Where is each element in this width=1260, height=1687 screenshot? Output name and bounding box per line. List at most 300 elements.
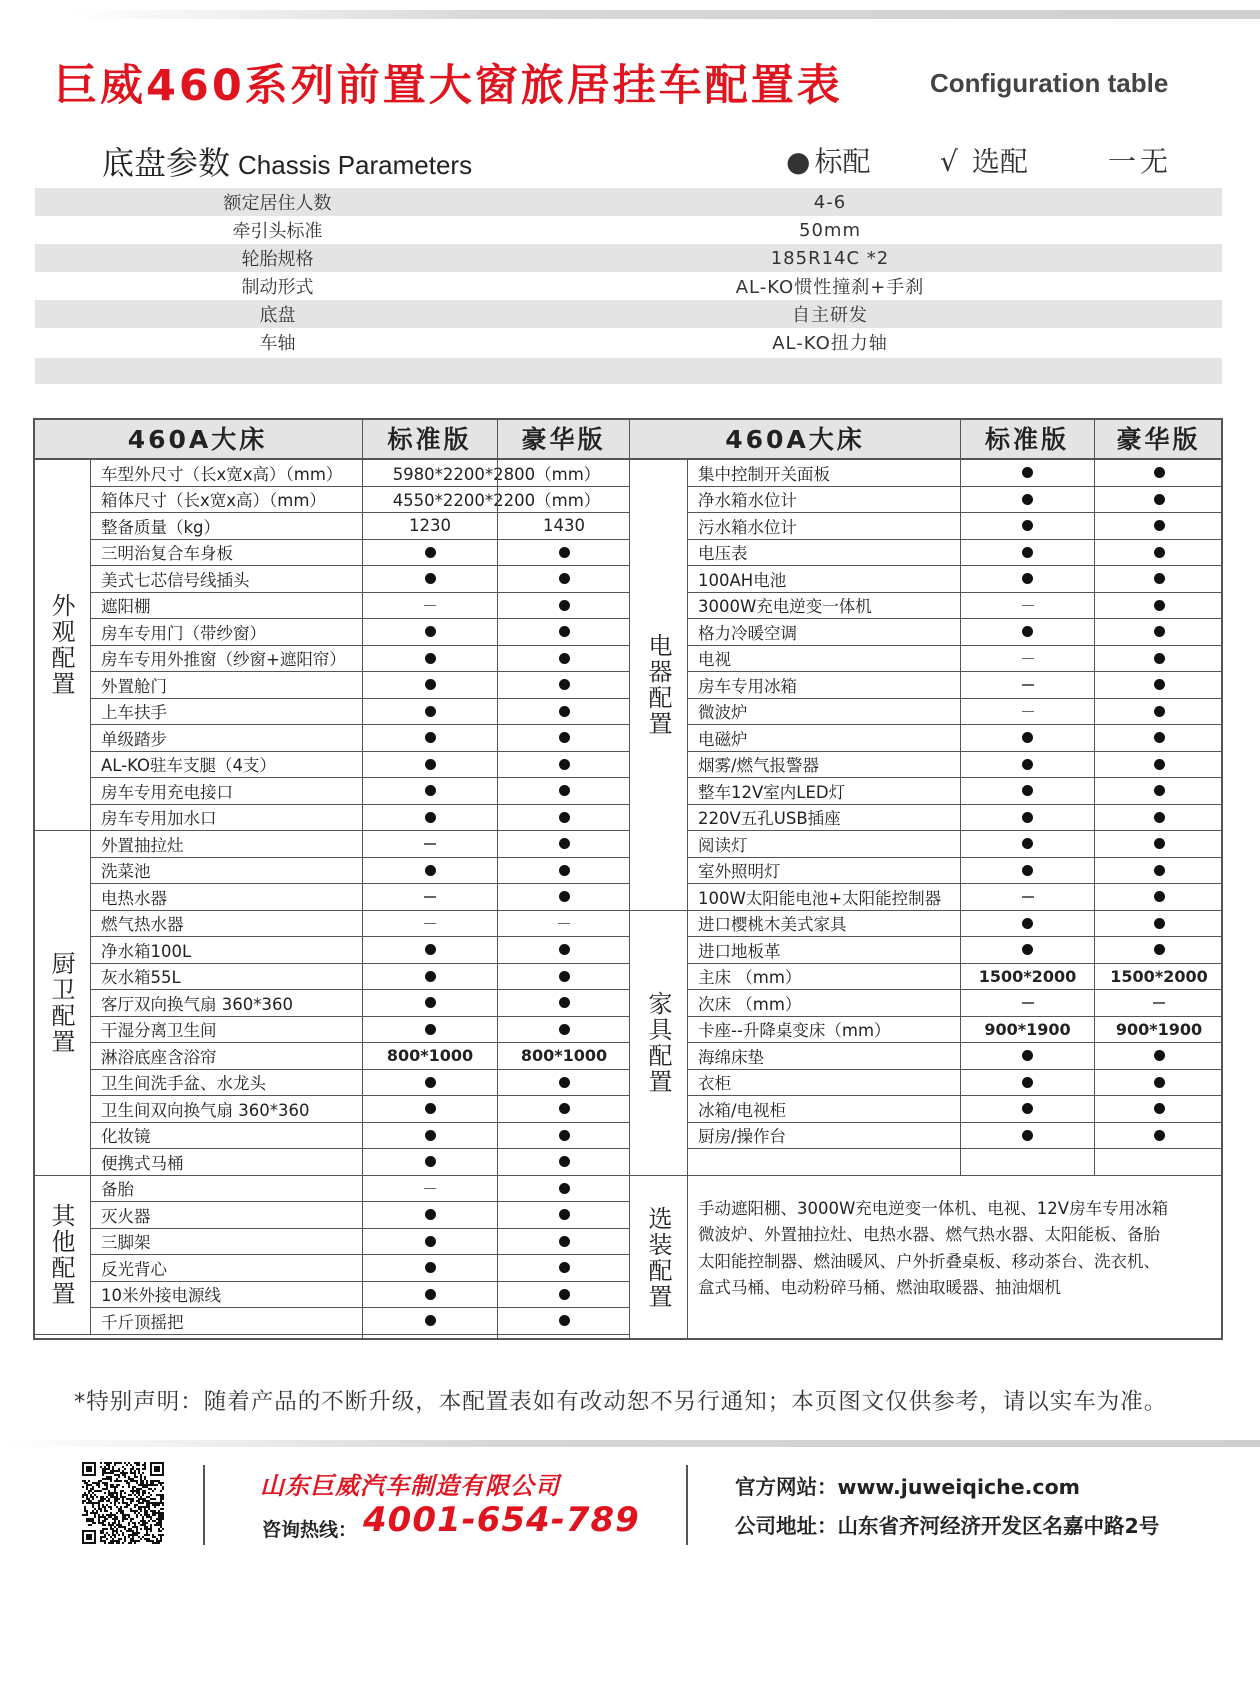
chassis-row-value: AL-KO扭力轴	[772, 333, 888, 354]
not-available-dash-icon	[1022, 684, 1034, 686]
feature-name: 外置抽拉灶	[101, 835, 184, 855]
table-row	[91, 1043, 630, 1070]
luxury-version-cell	[1094, 1017, 1223, 1043]
standard-equipment-dot-icon	[1154, 706, 1165, 717]
table-row	[688, 593, 1223, 620]
table-row	[91, 672, 630, 699]
chassis-heading	[102, 138, 472, 184]
cell-value: 900*1900	[984, 1019, 1071, 1039]
feature-name: 三明治复合车身板	[101, 544, 233, 564]
luxury-version-cell	[497, 752, 630, 778]
luxury-version-cell	[497, 1282, 630, 1308]
column-divider	[497, 460, 498, 1340]
standard-equipment-dot-icon	[1154, 1103, 1165, 1114]
standard-version-cell	[960, 964, 1094, 990]
chassis-row-label: 车轴	[259, 333, 296, 354]
standard-version-cell	[960, 1043, 1094, 1069]
table-row	[688, 911, 1223, 938]
header-divider	[497, 418, 498, 460]
standard-version-cell	[960, 752, 1094, 778]
header-luxury-left: 豪华版	[497, 418, 630, 460]
standard-equipment-dot-icon	[425, 1289, 436, 1300]
standard-version-cell	[362, 566, 497, 592]
standard-version-cell	[362, 619, 497, 645]
luxury-version-cell	[497, 1123, 630, 1149]
table-row	[688, 990, 1223, 1017]
category-label	[630, 911, 688, 1176]
feature-name: 箱体尺寸（长x宽x高）（mm）	[101, 491, 326, 511]
standard-equipment-dot-icon	[559, 838, 570, 849]
luxury-version-cell	[497, 646, 630, 672]
table-row	[91, 1070, 630, 1097]
standard-equipment-dot-icon	[559, 1289, 570, 1300]
legend-none	[1108, 140, 1168, 180]
standard-version-cell	[362, 778, 497, 804]
luxury-version-cell	[497, 1070, 630, 1096]
standard-equipment-dot-icon	[559, 573, 570, 584]
standard-equipment-dot-icon	[1154, 812, 1165, 823]
table-row	[688, 1149, 1223, 1176]
cell-value: 1430	[543, 516, 585, 536]
standard-version-cell	[362, 805, 497, 831]
table-row	[91, 487, 630, 514]
chassis-heading-en: Chassis Parameters	[238, 150, 473, 180]
category-label	[33, 460, 91, 831]
table-row	[91, 831, 630, 858]
standard-version-cell	[960, 1096, 1094, 1122]
table-row	[688, 778, 1223, 805]
category-text: 其他配置	[47, 1202, 75, 1307]
chassis-row	[35, 300, 1222, 328]
feature-name: 主床 （mm）	[698, 968, 802, 988]
not-available-dash-icon	[424, 605, 436, 607]
luxury-version-cell	[497, 831, 630, 857]
header-divider	[362, 418, 363, 460]
table-row	[688, 805, 1223, 832]
header-luxury-right: 豪华版	[1094, 418, 1223, 460]
category-label	[33, 831, 91, 1176]
optional-equipment-list	[698, 1196, 1168, 1302]
table-row	[688, 1017, 1223, 1044]
luxury-version-cell	[1094, 858, 1223, 884]
standard-equipment-dot-icon	[1154, 1130, 1165, 1141]
table-row	[91, 884, 630, 911]
standard-version-cell	[960, 858, 1094, 884]
top-decoration-bar	[70, 10, 1260, 19]
table-row	[688, 646, 1223, 673]
standard-equipment-dot-icon	[425, 997, 436, 1008]
standard-version-cell	[960, 725, 1094, 751]
feature-name: 净水箱水位计	[698, 491, 797, 511]
luxury-version-cell	[497, 593, 630, 619]
chassis-row-value: 自主研发	[792, 305, 868, 326]
standard-equipment-dot-icon	[559, 759, 570, 770]
feature-name: 220V五孔USB插座	[698, 809, 841, 829]
chassis-row	[35, 216, 1222, 244]
standard-version-cell	[960, 911, 1094, 937]
table-row	[688, 619, 1223, 646]
cell-value: 1500*2000	[1110, 966, 1208, 986]
luxury-version-cell	[497, 1308, 630, 1334]
standard-equipment-dot-icon	[559, 1077, 570, 1088]
header-model-left: 460A大床	[33, 418, 362, 460]
standard-equipment-dot-icon	[1022, 759, 1033, 770]
standard-version-cell	[960, 805, 1094, 831]
feature-name: 干湿分离卫生间	[101, 1021, 217, 1041]
column-divider	[960, 460, 961, 1176]
feature-name: 洗菜池	[101, 862, 151, 882]
table-row	[91, 593, 630, 620]
standard-version-cell	[362, 937, 497, 963]
table-row	[688, 1096, 1223, 1123]
standard-equipment-dot-icon	[559, 1236, 570, 1247]
standard-version-cell	[960, 937, 1094, 963]
not-available-dash-icon	[1022, 711, 1034, 713]
table-row	[91, 1255, 630, 1282]
standard-version-cell	[362, 911, 497, 937]
standard-equipment-dot-icon	[425, 1156, 436, 1167]
chassis-row-value: 4-6	[813, 191, 847, 213]
standard-equipment-dot-icon	[1154, 679, 1165, 690]
standard-version-cell	[362, 990, 497, 1016]
table-row	[91, 540, 630, 567]
chassis-row-label: 额定居住人数	[223, 193, 332, 214]
merged-value: 5980*2200*2800（mm）	[362, 460, 630, 486]
table-row	[91, 858, 630, 885]
luxury-version-cell	[497, 911, 630, 937]
standard-version-cell	[362, 1017, 497, 1043]
standard-version-cell	[362, 725, 497, 751]
standard-version-cell	[960, 646, 1094, 672]
luxury-version-cell	[1094, 990, 1223, 1016]
feature-name: 集中控制开关面板	[698, 464, 830, 484]
luxury-version-cell	[1094, 487, 1223, 513]
table-row	[91, 1229, 630, 1256]
luxury-version-cell	[497, 619, 630, 645]
luxury-version-cell	[497, 805, 630, 831]
standard-equipment-dot-icon	[559, 679, 570, 690]
page-subtitle: Configuration table	[930, 68, 1169, 98]
standard-equipment-dot-icon	[559, 1315, 570, 1326]
standard-equipment-dot-icon	[425, 1315, 436, 1326]
feature-name: 卡座--升降桌变床（mm）	[698, 1021, 891, 1041]
standard-version-cell	[960, 990, 1094, 1016]
table-row	[91, 911, 630, 938]
table-row	[688, 964, 1223, 991]
standard-equipment-dot-icon	[1154, 573, 1165, 584]
feature-name: 千斤顶摇把	[101, 1312, 184, 1332]
standard-equipment-dot-icon	[559, 1024, 570, 1035]
feature-name	[688, 1149, 960, 1175]
standard-equipment-dot-icon	[425, 1209, 436, 1220]
feature-name: 三脚架	[101, 1233, 151, 1253]
feature-name: 美式七芯信号线插头	[101, 570, 250, 590]
footer-divider	[203, 1465, 205, 1545]
table-row	[688, 884, 1223, 911]
table-row	[688, 752, 1223, 779]
standard-version-cell	[960, 487, 1094, 513]
chassis-row	[35, 188, 1222, 216]
not-available-dash-icon	[1022, 896, 1034, 898]
configuration-table	[33, 418, 1223, 1340]
chassis-row-label: 底盘	[259, 305, 296, 326]
feature-name: 3000W充电逆变一体机	[698, 597, 872, 617]
standard-version-cell	[960, 540, 1094, 566]
table-row	[91, 1017, 630, 1044]
table-row	[91, 1123, 630, 1150]
luxury-version-cell	[497, 1255, 630, 1281]
standard-version-cell	[362, 1123, 497, 1149]
luxury-version-cell	[1094, 831, 1223, 857]
legend-optional-label: 选配	[971, 145, 1028, 178]
luxury-version-cell	[1094, 884, 1223, 910]
luxury-version-cell	[497, 540, 630, 566]
table-row	[688, 1123, 1223, 1150]
table-row	[688, 1070, 1223, 1097]
standard-equipment-dot-icon	[1154, 732, 1165, 743]
standard-equipment-dot-icon	[425, 865, 436, 876]
table-row	[91, 1176, 630, 1203]
luxury-version-cell	[1094, 672, 1223, 698]
feature-name: 海绵床垫	[698, 1047, 764, 1067]
standard-equipment-dot-icon	[425, 1077, 436, 1088]
luxury-version-cell	[497, 725, 630, 751]
feature-name: 微波炉	[698, 703, 748, 723]
bottom-decoration-bar	[0, 1440, 1260, 1447]
feature-name: 进口地板革	[698, 941, 781, 961]
standard-equipment-dot-icon	[1154, 838, 1165, 849]
table-row	[91, 646, 630, 673]
standard-equipment-dot-icon	[425, 653, 436, 664]
standard-version-cell	[362, 1202, 497, 1228]
standard-equipment-dot-icon	[559, 785, 570, 796]
feature-name: 反光背心	[101, 1259, 167, 1279]
table-row	[688, 725, 1223, 752]
chassis-row-value: 50mm	[799, 219, 861, 241]
luxury-version-cell	[1094, 593, 1223, 619]
standard-equipment-dot-icon	[425, 971, 436, 982]
standard-equipment-dot-icon	[425, 812, 436, 823]
luxury-version-cell	[497, 672, 630, 698]
not-available-dash-icon	[424, 843, 436, 845]
standard-version-cell	[960, 884, 1094, 910]
standard-equipment-dot-icon	[559, 1262, 570, 1273]
optional-equipment-line: 微波炉、外置抽拉灶、电热水器、燃气热水器、太阳能板、备胎	[698, 1225, 1160, 1244]
standard-equipment-dot-icon	[425, 679, 436, 690]
standard-version-cell	[362, 540, 497, 566]
standard-version-cell	[960, 1017, 1094, 1043]
feature-name: 房车专用冰箱	[698, 676, 797, 696]
feature-name: 淋浴底座含浴帘	[101, 1047, 217, 1067]
chassis-row	[35, 244, 1222, 272]
feature-name: 单级踏步	[101, 729, 167, 749]
table-row	[91, 619, 630, 646]
feature-name: 备胎	[101, 1180, 134, 1200]
standard-equipment-dot-icon	[1022, 467, 1033, 478]
chassis-row-label: 制动形式	[241, 277, 314, 298]
standard-equipment-dot-icon	[425, 1236, 436, 1247]
standard-equipment-dot-icon	[1154, 626, 1165, 637]
standard-equipment-dot-icon	[1022, 1130, 1033, 1141]
feature-name: 燃气热水器	[101, 915, 184, 935]
standard-equipment-dot-icon	[1022, 1103, 1033, 1114]
feature-name: 电视	[698, 650, 731, 670]
standard-equipment-dot-icon	[559, 1156, 570, 1167]
chassis-heading-cn: 底盘参数	[102, 144, 231, 182]
standard-version-cell	[362, 1096, 497, 1122]
luxury-version-cell	[1094, 1043, 1223, 1069]
feature-name: 净水箱100L	[101, 941, 192, 961]
category-text: 电器配置	[644, 632, 672, 737]
standard-version-cell	[362, 672, 497, 698]
standard-equipment-dot-icon	[559, 626, 570, 637]
luxury-version-cell	[497, 699, 630, 725]
standard-version-cell	[362, 699, 497, 725]
luxury-version-cell	[497, 566, 630, 592]
luxury-version-cell	[1094, 619, 1223, 645]
table-row	[688, 858, 1223, 885]
standard-version-cell	[362, 884, 497, 910]
feature-name: 10米外接电源线	[101, 1286, 221, 1306]
feature-name: 电磁炉	[698, 729, 748, 749]
standard-equipment-dot-icon	[559, 812, 570, 823]
not-available-dash-icon	[1022, 605, 1034, 607]
chassis-row-label: 轮胎规格	[241, 249, 314, 270]
feature-name: 烟雾/燃气报警器	[698, 756, 820, 776]
feature-name: 衣柜	[698, 1074, 731, 1094]
luxury-version-cell	[1094, 1149, 1223, 1175]
not-available-dash-icon	[1022, 1002, 1034, 1004]
luxury-version-cell	[1094, 805, 1223, 831]
optional-equipment-line: 手动遮阳棚、3000W充电逆变一体机、电视、12V房车专用冰箱	[698, 1198, 1169, 1218]
standard-equipment-dot-icon	[1154, 1077, 1165, 1088]
feature-name: 电压表	[698, 544, 748, 564]
table-row	[91, 1096, 630, 1123]
chassis-row-value: 185R14C *2	[770, 247, 890, 269]
chassis-row	[35, 328, 1222, 356]
standard-equipment-dot-icon	[559, 706, 570, 717]
standard-version-cell	[960, 593, 1094, 619]
luxury-version-cell	[1094, 1096, 1223, 1122]
cell-value: 800*1000	[386, 1046, 474, 1066]
standard-version-cell	[362, 1070, 497, 1096]
feature-name: 房车专用充电接口	[101, 782, 233, 802]
standard-version-cell	[960, 460, 1094, 486]
address-text: 公司地址：山东省齐河经济开发区名嘉中路2号	[735, 1514, 1160, 1538]
chassis-row-value: AL-KO惯性撞刹+手刹	[735, 277, 925, 298]
header-divider	[1094, 418, 1095, 460]
luxury-version-cell	[1094, 646, 1223, 672]
standard-version-cell	[960, 778, 1094, 804]
feature-name: 整备质量（kg）	[101, 517, 221, 537]
feature-name: 灰水箱55L	[101, 968, 181, 988]
standard-equipment-dot-icon	[425, 573, 436, 584]
table-row	[91, 778, 630, 805]
standard-version-cell	[362, 1149, 497, 1175]
table-row	[91, 964, 630, 991]
standard-version-cell	[960, 1149, 1094, 1175]
feature-name: 冰箱/电视柜	[698, 1100, 787, 1120]
standard-equipment-dot-icon	[1154, 600, 1165, 611]
table-row	[91, 725, 630, 752]
standard-equipment-dot-icon	[559, 732, 570, 743]
not-available-dash-icon	[424, 923, 436, 925]
standard-equipment-dot-icon	[559, 600, 570, 611]
standard-equipment-dot-icon	[559, 865, 570, 876]
standard-equipment-dot-icon	[425, 1103, 436, 1114]
standard-equipment-dot-icon	[1022, 520, 1033, 531]
standard-equipment-dot-icon	[1022, 812, 1033, 823]
standard-equipment-dot-icon	[1154, 785, 1165, 796]
category-label	[33, 1176, 91, 1335]
table-row	[91, 566, 630, 593]
luxury-version-cell	[497, 858, 630, 884]
standard-equipment-dot-icon	[559, 997, 570, 1008]
category-label	[630, 1176, 688, 1341]
standard-equipment-dot-icon	[425, 944, 436, 955]
table-row	[688, 566, 1223, 593]
feature-name: 整车12V室内LED灯	[698, 782, 846, 802]
luxury-version-cell	[1094, 1070, 1223, 1096]
standard-equipment-dot-icon	[1022, 1077, 1033, 1088]
luxury-version-cell	[1094, 964, 1223, 990]
luxury-version-cell	[497, 1176, 630, 1202]
table-row	[688, 699, 1223, 726]
standard-equipment-dot-icon	[559, 547, 570, 558]
standard-equipment-dot-icon	[559, 971, 570, 982]
standard-version-cell	[362, 1308, 497, 1334]
standard-version-cell	[960, 619, 1094, 645]
standard-equipment-dot-icon	[1154, 1050, 1165, 1061]
standard-equipment-dot-icon	[559, 1209, 570, 1220]
standard-version-cell	[362, 858, 497, 884]
table-row	[688, 513, 1223, 540]
feature-name: 卫生间洗手盆、水龙头	[101, 1074, 266, 1094]
luxury-version-cell	[497, 1229, 630, 1255]
not-available-dash-icon	[424, 896, 436, 898]
standard-equipment-dot-icon	[1022, 785, 1033, 796]
not-available-dash-icon	[1153, 1002, 1165, 1004]
standard-equipment-dot-icon	[559, 1130, 570, 1141]
luxury-version-cell	[1094, 1123, 1223, 1149]
column-divider	[1094, 460, 1095, 1176]
standard-equipment-dot-icon	[559, 891, 570, 902]
standard-equipment-dot-icon	[425, 626, 436, 637]
chassis-parameters-table	[35, 188, 1222, 384]
cell-value: 1500*2000	[978, 966, 1077, 986]
feature-name: 阅读灯	[698, 835, 748, 855]
feature-name: 100AH电池	[698, 570, 787, 590]
standard-equipment-dot-icon	[1022, 573, 1033, 584]
category-text: 家具配置	[644, 990, 672, 1095]
table-row	[91, 1308, 630, 1335]
standard-version-cell	[362, 1282, 497, 1308]
standard-version-cell	[960, 1070, 1094, 1096]
feature-name: 电热水器	[101, 888, 167, 908]
luxury-version-cell	[1094, 566, 1223, 592]
table-row	[91, 513, 630, 540]
company-name: 山东巨威汽车制造有限公司	[260, 1472, 560, 1500]
standard-version-cell	[960, 699, 1094, 725]
luxury-version-cell	[1094, 752, 1223, 778]
table-row	[688, 1043, 1223, 1070]
luxury-version-cell	[497, 964, 630, 990]
luxury-version-cell	[497, 778, 630, 804]
standard-equipment-dot-icon	[425, 1130, 436, 1141]
standard-version-cell	[362, 1176, 497, 1202]
feature-name: 化妆镜	[101, 1127, 151, 1147]
header-divider	[960, 418, 961, 460]
